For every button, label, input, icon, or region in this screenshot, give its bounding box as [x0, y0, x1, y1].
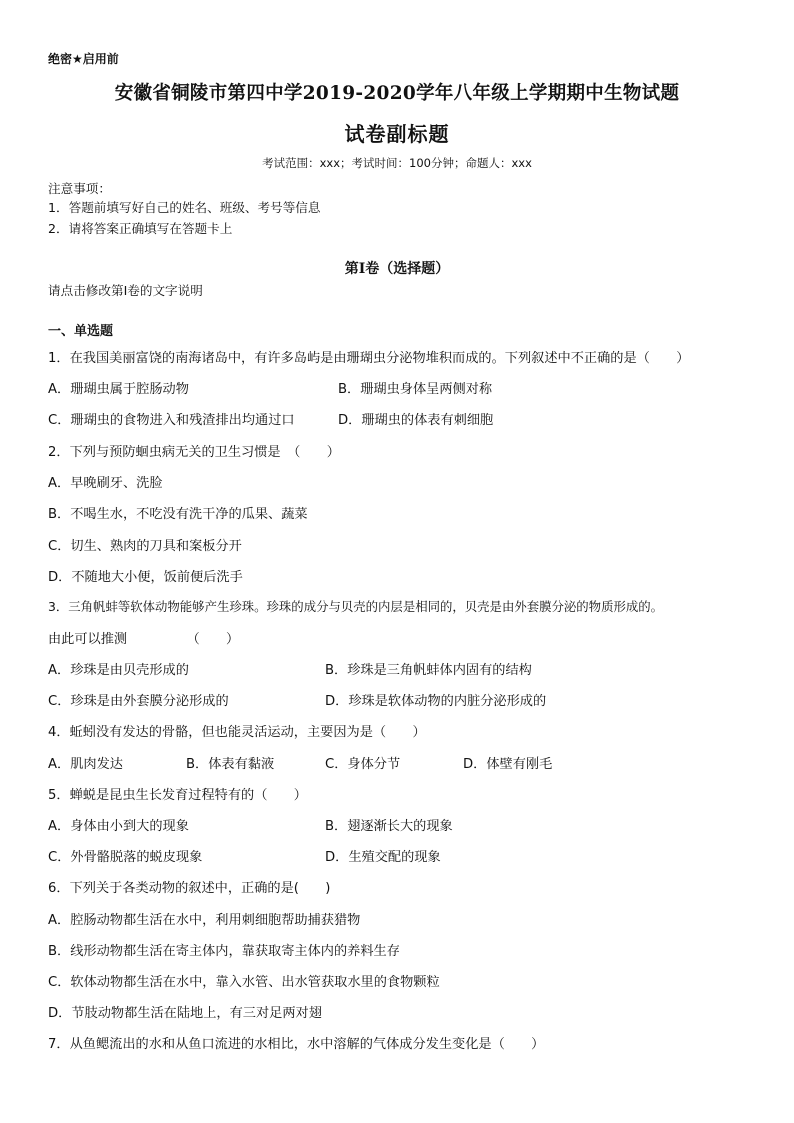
option-a: A．腔肠动物都生活在水中，利用刺细胞帮助捕获猎物 [48, 913, 361, 928]
exam-info: 考试范围：xxx；考试时间：100分钟；命题人：xxx [262, 156, 532, 170]
question-stem: 7．从鱼鳃流出的水和从鱼口流进的水相比，水中溶解的气体成分发生变化是（ ） [48, 1037, 545, 1052]
option-b: B．珊瑚虫身体呈两侧对称 [338, 382, 493, 397]
option-c: C．珊瑚虫的食物进入和残渣排出均通过口 [48, 413, 295, 428]
secret-mark: 绝密★启用前 [48, 52, 119, 66]
option-b: B．线形动物都生活在寄主体内，靠获取寄主体内的养料生存 [48, 944, 400, 959]
option-d: D．生殖交配的现象 [325, 850, 441, 865]
option-c: C．切生、熟肉的刀具和案板分开 [48, 539, 242, 554]
option-a: A．早晚刷牙、洗脸 [48, 476, 163, 491]
part-note: 请点击修改第I卷的文字说明 [48, 283, 203, 298]
option-a: A．珊瑚虫属于腔肠动物 [48, 382, 189, 397]
option-a: A．珍珠是由贝壳形成的 [48, 663, 189, 678]
option-b: B．体表有黏液 [186, 757, 275, 772]
option-a: A．肌肉发达 [48, 757, 123, 772]
option-b: B．翅逐渐长大的现象 [325, 819, 453, 834]
question-stem: 1．在我国美丽富饶的南海诸岛中，有许多岛屿是由珊瑚虫分泌物堆积而成的。下列叙述中不正确的是（ ） [48, 351, 690, 366]
option-d: D．节肢动物都生活在陆地上，有三对足两对翅 [48, 1006, 322, 1021]
question-stem: 2．下列与预防蛔虫病无关的卫生习惯是 （ ） [48, 445, 340, 460]
option-d: D．珊瑚虫的体表有刺细胞 [338, 413, 494, 428]
question-stem: 4．蚯蚓没有发达的骨骼，但也能灵活运动，主要因为是（ ） [48, 725, 426, 740]
option-c: C．外骨骼脱落的蜕皮现象 [48, 850, 203, 865]
question-stem: 5．蝉蜕是昆虫生长发育过程特有的（ ） [48, 788, 307, 803]
question-stem: 6．下列关于各类动物的叙述中，正确的是( ) [48, 881, 331, 896]
part-title: 第I卷（选择题） [344, 261, 450, 277]
option-c: C．身体分节 [325, 757, 401, 772]
option-d: D．体壁有刚毛 [463, 757, 553, 772]
section-heading: 一、单选题 [48, 324, 114, 339]
option-a: A．身体由小到大的现象 [48, 819, 189, 834]
exam-title: 安徽省铜陵市第四中学2019-2020学年八年级上学期期中生物试题 [114, 83, 680, 104]
notice-heading: 注意事项： [48, 181, 111, 196]
notice-item: 2．请将答案正确填写在答题卡上 [48, 221, 233, 236]
option-c: C．珍珠是由外套膜分泌形成的 [48, 694, 229, 709]
option-b: B．珍珠是三角帆蚌体内固有的结构 [325, 663, 532, 678]
notice-item: 1．答题前填写好自己的姓名、班级、考号等信息 [48, 200, 321, 215]
exam-subtitle: 试卷副标题 [344, 122, 450, 146]
option-c: C．软体动物都生活在水中，靠入水管、出水管获取水里的食物颗粒 [48, 975, 440, 990]
option-d: D．不随地大小便，饭前便后洗手 [48, 570, 243, 585]
question-stem-continued: 由此可以推测 （ ） [48, 632, 240, 647]
option-d: D．珍珠是软体动物的内脏分泌形成的 [325, 694, 547, 709]
question-stem: 3．三角帆蚌等软体动物能够产生珍珠。珍珠的成分与贝壳的内层是相同的，贝壳是由外套膜分泌的物质形成的。 [48, 599, 664, 614]
option-b: B．不喝生水，不吃没有洗干净的瓜果、蔬菜 [48, 507, 308, 522]
